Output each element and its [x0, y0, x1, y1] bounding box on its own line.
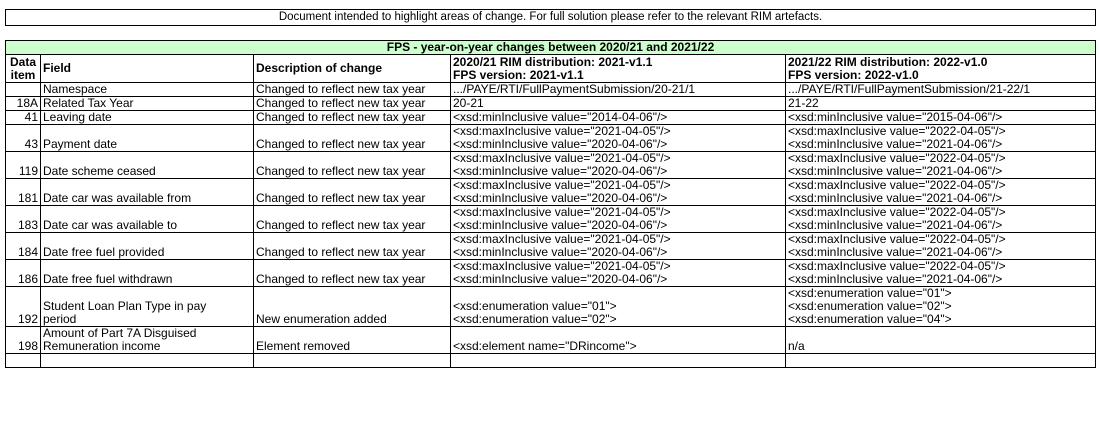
- empty-cell: [6, 354, 41, 368]
- header-row: [6, 55, 1096, 83]
- cell-new-value: .../PAYE/RTI/FullPaymentSubmission/21-22/1: [786, 83, 1096, 97]
- changes-table: [5, 40, 1096, 368]
- cell-field: Payment date: [41, 125, 254, 152]
- header-data-item: Data item: [6, 55, 41, 83]
- cell-new-value: <xsd:maxInclusive value="2022-04-05"/> <xsd:minInclusive value="2021-04-06"/>: [786, 206, 1096, 233]
- cell-description: Changed to reflect new tax year: [254, 152, 451, 179]
- cell-data-item: 186: [6, 260, 41, 287]
- cell-field: Date car was available to: [41, 206, 254, 233]
- cell-description: Changed to reflect new tax year: [254, 111, 451, 125]
- cell-description: New enumeration added: [254, 287, 451, 327]
- table-row: [6, 125, 1096, 152]
- table-row: [6, 179, 1096, 206]
- cell-data-item: 18A: [6, 97, 41, 111]
- cell-new-value: <xsd:enumeration value="01"> <xsd:enumeration value="02"> <xsd:enumeration value="04">: [786, 287, 1096, 327]
- cell-data-item: 119: [6, 152, 41, 179]
- table-row: [6, 83, 1096, 97]
- cell-description: Changed to reflect new tax year: [254, 83, 451, 97]
- table-row: [6, 233, 1096, 260]
- cell-old-value: <xsd:element name="DRincome">: [451, 327, 786, 354]
- cell-old-value: <xsd:maxInclusive value="2021-04-05"/> <xsd:minInclusive value="2020-04-06"/>: [451, 260, 786, 287]
- cell-field: Amount of Part 7A Disguised Remuneration income: [41, 327, 254, 354]
- cell-old-value: <xsd:minInclusive value="2014-04-06"/>: [451, 111, 786, 125]
- empty-cell: [41, 354, 254, 368]
- cell-new-value: <xsd:maxInclusive value="2022-04-05"/> <xsd:minInclusive value="2021-04-06"/>: [786, 233, 1096, 260]
- cell-data-item: 41: [6, 111, 41, 125]
- header-new-version: 2021/22 RIM distribution: 2022-v1.0 FPS version: 2022-v1.0: [786, 55, 1096, 83]
- table-row: [6, 327, 1096, 354]
- cell-field: Related Tax Year: [41, 97, 254, 111]
- empty-row: [6, 354, 1096, 368]
- table-row: [6, 111, 1096, 125]
- cell-new-value: <xsd:maxInclusive value="2022-04-05"/> <xsd:minInclusive value="2021-04-06"/>: [786, 125, 1096, 152]
- header-description: Description of change: [254, 55, 451, 83]
- empty-cell: [786, 354, 1096, 368]
- cell-description: Changed to reflect new tax year: [254, 206, 451, 233]
- cell-field: Date scheme ceased: [41, 152, 254, 179]
- cell-new-value: n/a: [786, 327, 1096, 354]
- cell-data-item: 183: [6, 206, 41, 233]
- cell-old-value: .../PAYE/RTI/FullPaymentSubmission/20-21/1: [451, 83, 786, 97]
- cell-old-value: 20-21: [451, 97, 786, 111]
- table-row: [6, 260, 1096, 287]
- cell-data-item: 181: [6, 179, 41, 206]
- cell-data-item: 198: [6, 327, 41, 354]
- header-field: Field: [41, 55, 254, 83]
- cell-old-value: <xsd:maxInclusive value="2021-04-05"/> <xsd:minInclusive value="2020-04-06"/>: [451, 125, 786, 152]
- cell-old-value: <xsd:maxInclusive value="2021-04-05"/> <xsd:minInclusive value="2020-04-06"/>: [451, 206, 786, 233]
- table-row: [6, 287, 1096, 327]
- cell-new-value: 21-22: [786, 97, 1096, 111]
- notice-banner: Document intended to highlight areas of change. For full solution please refer to the relevant RIM artefacts.: [5, 9, 1096, 26]
- cell-data-item: 184: [6, 233, 41, 260]
- cell-field: Leaving date: [41, 111, 254, 125]
- cell-old-value: <xsd:maxInclusive value="2021-04-05"/> <xsd:minInclusive value="2020-04-06"/>: [451, 179, 786, 206]
- cell-field: Namespace: [41, 83, 254, 97]
- cell-description: Changed to reflect new tax year: [254, 260, 451, 287]
- cell-data-item: 43: [6, 125, 41, 152]
- cell-old-value: <xsd:maxInclusive value="2021-04-05"/> <xsd:minInclusive value="2020-04-06"/>: [451, 152, 786, 179]
- cell-description: Changed to reflect new tax year: [254, 97, 451, 111]
- cell-data-item: 192: [6, 287, 41, 327]
- cell-data-item: [6, 83, 41, 97]
- cell-description: Changed to reflect new tax year: [254, 179, 451, 206]
- cell-old-value: <xsd:maxInclusive value="2021-04-05"/> <xsd:minInclusive value="2020-04-06"/>: [451, 233, 786, 260]
- table-row: [6, 206, 1096, 233]
- cell-field: Date car was available from: [41, 179, 254, 206]
- cell-description: Changed to reflect new tax year: [254, 233, 451, 260]
- cell-new-value: <xsd:maxInclusive value="2022-04-05"/> <xsd:minInclusive value="2021-04-06"/>: [786, 260, 1096, 287]
- table-title: FPS - year-on-year changes between 2020/21 and 2021/22: [6, 41, 1096, 55]
- cell-new-value: <xsd:minInclusive value="2015-04-06"/>: [786, 111, 1096, 125]
- cell-field: Date free fuel withdrawn: [41, 260, 254, 287]
- table-row: [6, 152, 1096, 179]
- cell-description: Element removed: [254, 327, 451, 354]
- cell-field: Student Loan Plan Type in pay period: [41, 287, 254, 327]
- cell-field: Date free fuel provided: [41, 233, 254, 260]
- cell-new-value: <xsd:maxInclusive value="2022-04-05"/> <xsd:minInclusive value="2021-04-06"/>: [786, 152, 1096, 179]
- empty-cell: [451, 354, 786, 368]
- cell-description: Changed to reflect new tax year: [254, 125, 451, 152]
- cell-new-value: <xsd:maxInclusive value="2022-04-05"/> <xsd:minInclusive value="2021-04-06"/>: [786, 179, 1096, 206]
- empty-cell: [254, 354, 451, 368]
- header-old-version: 2020/21 RIM distribution: 2021-v1.1 FPS version: 2021-v1.1: [451, 55, 786, 83]
- table-title-row: [6, 41, 1096, 55]
- table-row: [6, 97, 1096, 111]
- cell-old-value: <xsd:enumeration value="01"> <xsd:enumeration value="02">: [451, 287, 786, 327]
